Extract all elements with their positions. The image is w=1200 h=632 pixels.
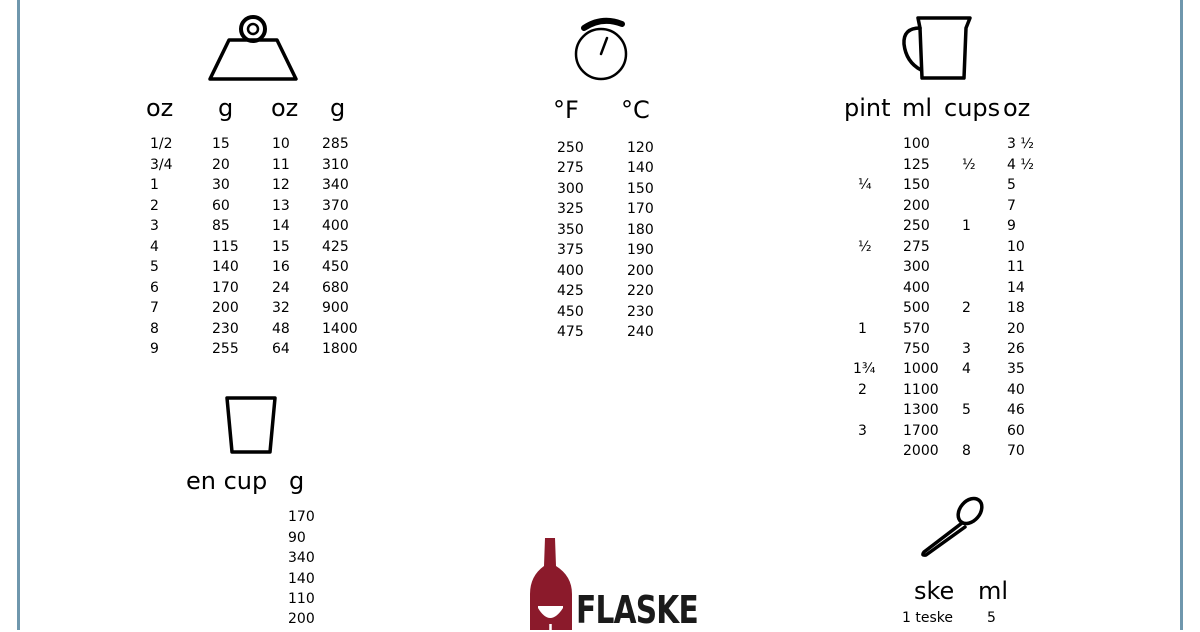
ml-cell: 1000 <box>903 361 939 377</box>
oz-cell: 7 <box>1007 198 1016 214</box>
weight-header-g-1: g <box>218 94 234 122</box>
ml-cell: 500 <box>903 300 930 316</box>
celsius-cell: 230 <box>627 304 654 320</box>
weight-g-cell: 1400 <box>322 321 358 337</box>
temp-header-celsius: °C <box>621 96 650 124</box>
weight-g-cell: 425 <box>322 239 349 255</box>
grams-cell: 200 <box>288 611 315 627</box>
pint-cell: 3 <box>858 423 867 439</box>
weight-header-g-2: g <box>330 94 346 122</box>
fahrenheit-cell: 400 <box>557 263 584 279</box>
fahrenheit-cell: 425 <box>557 283 584 299</box>
cup-icon <box>224 394 278 456</box>
weight-oz-cell: 4 <box>150 239 159 255</box>
oven-dial-icon <box>570 14 634 84</box>
weight-g-cell: 310 <box>322 157 349 173</box>
spoon-ml-cell: 5 <box>987 610 996 626</box>
weight-g-cell: 115 <box>212 239 239 255</box>
weight-oz-cell: 48 <box>272 321 290 337</box>
pint-cell: 1 <box>858 321 867 337</box>
pint-cell: ½ <box>858 239 872 255</box>
oz-cell: 4 ½ <box>1007 157 1034 173</box>
weight-oz-cell: 16 <box>272 259 290 275</box>
volume-header-cups: cups <box>944 94 1001 122</box>
spoon-header-ske: ske <box>914 577 955 605</box>
weight-g-cell: 680 <box>322 280 349 296</box>
cups-cell: 3 <box>962 341 971 357</box>
weight-oz-cell: 14 <box>272 218 290 234</box>
weight-oz-cell: 9 <box>150 341 159 357</box>
cups-cell: ½ <box>962 157 976 173</box>
weight-g-cell: 450 <box>322 259 349 275</box>
weight-header-oz-1: oz <box>146 94 174 122</box>
weight-header-oz-2: oz <box>271 94 299 122</box>
celsius-cell: 200 <box>627 263 654 279</box>
volume-header-ml: ml <box>902 94 933 122</box>
ml-cell: 1100 <box>903 382 939 398</box>
celsius-cell: 190 <box>627 242 654 258</box>
fahrenheit-cell: 275 <box>557 160 584 176</box>
flaske-logo-text: FLASKE <box>576 588 698 632</box>
celsius-cell: 170 <box>627 201 654 217</box>
oz-cell: 26 <box>1007 341 1025 357</box>
frame-border-left <box>17 0 20 630</box>
cup-header-en-cup: en cup <box>186 467 268 495</box>
weight-g-cell: 1800 <box>322 341 358 357</box>
wine-bottle-icon <box>528 536 574 630</box>
oz-cell: 20 <box>1007 321 1025 337</box>
oz-cell: 10 <box>1007 239 1025 255</box>
weight-oz-cell: 3 <box>150 218 159 234</box>
ml-cell: 275 <box>903 239 930 255</box>
cups-cell: 1 <box>962 218 971 234</box>
oz-cell: 14 <box>1007 280 1025 296</box>
cup-header-g: g <box>289 467 305 495</box>
pint-cell: 2 <box>858 382 867 398</box>
weight-g-cell: 900 <box>322 300 349 316</box>
celsius-cell: 150 <box>627 181 654 197</box>
weight-g-cell: 230 <box>212 321 239 337</box>
spoon-measure-cell: 1 teske <box>902 610 953 626</box>
weight-oz-cell: 7 <box>150 300 159 316</box>
weight-g-cell: 15 <box>212 136 230 152</box>
ml-cell: 400 <box>903 280 930 296</box>
weight-g-cell: 170 <box>212 280 239 296</box>
ml-cell: 125 <box>903 157 930 173</box>
oz-cell: 46 <box>1007 402 1025 418</box>
weight-oz-cell: 6 <box>150 280 159 296</box>
grams-cell: 140 <box>288 571 315 587</box>
measuring-jug-icon <box>900 14 976 82</box>
weight-g-cell: 400 <box>322 218 349 234</box>
weight-g-cell: 340 <box>322 177 349 193</box>
ml-cell: 150 <box>903 177 930 193</box>
oz-cell: 70 <box>1007 443 1025 459</box>
grams-cell: 110 <box>288 591 315 607</box>
weight-oz-cell: 5 <box>150 259 159 275</box>
weight-oz-cell: 11 <box>272 157 290 173</box>
weight-oz-cell: 12 <box>272 177 290 193</box>
weight-oz-cell: 15 <box>272 239 290 255</box>
weight-g-cell: 255 <box>212 341 239 357</box>
oz-cell: 18 <box>1007 300 1025 316</box>
weight-icon <box>205 12 301 84</box>
cups-cell: 8 <box>962 443 971 459</box>
oz-cell: 40 <box>1007 382 1025 398</box>
cups-cell: 4 <box>962 361 971 377</box>
weight-oz-cell: 24 <box>272 280 290 296</box>
ml-cell: 100 <box>903 136 930 152</box>
weight-g-cell: 60 <box>212 198 230 214</box>
weight-g-cell: 20 <box>212 157 230 173</box>
fahrenheit-cell: 250 <box>557 140 584 156</box>
oz-cell: 11 <box>1007 259 1025 275</box>
celsius-cell: 140 <box>627 160 654 176</box>
oz-cell: 60 <box>1007 423 1025 439</box>
weight-oz-cell: 13 <box>272 198 290 214</box>
weight-oz-cell: 8 <box>150 321 159 337</box>
weight-oz-cell: 1/2 <box>150 136 173 152</box>
weight-g-cell: 140 <box>212 259 239 275</box>
weight-oz-cell: 2 <box>150 198 159 214</box>
celsius-cell: 240 <box>627 324 654 340</box>
oz-cell: 3 ½ <box>1007 136 1034 152</box>
weight-g-cell: 30 <box>212 177 230 193</box>
ml-cell: 250 <box>903 218 930 234</box>
volume-header-pint: pint <box>844 94 891 122</box>
spoon-header-ml: ml <box>978 577 1009 605</box>
weight-g-cell: 370 <box>322 198 349 214</box>
weight-oz-cell: 10 <box>272 136 290 152</box>
weight-g-cell: 285 <box>322 136 349 152</box>
fahrenheit-cell: 475 <box>557 324 584 340</box>
fahrenheit-cell: 450 <box>557 304 584 320</box>
celsius-cell: 220 <box>627 283 654 299</box>
oz-cell: 9 <box>1007 218 1016 234</box>
cups-cell: 2 <box>962 300 971 316</box>
ml-cell: 750 <box>903 341 930 357</box>
weight-g-cell: 200 <box>212 300 239 316</box>
weight-oz-cell: 64 <box>272 341 290 357</box>
oz-cell: 5 <box>1007 177 1016 193</box>
grams-cell: 170 <box>288 509 315 525</box>
fahrenheit-cell: 350 <box>557 222 584 238</box>
ml-cell: 300 <box>903 259 930 275</box>
ml-cell: 2000 <box>903 443 939 459</box>
weight-oz-cell: 3/4 <box>150 157 173 173</box>
pint-cell: 1¾ <box>853 361 876 377</box>
fahrenheit-cell: 325 <box>557 201 584 217</box>
temp-header-fahrenheit: °F <box>553 96 579 124</box>
fahrenheit-cell: 300 <box>557 181 584 197</box>
ml-cell: 200 <box>903 198 930 214</box>
spoon-icon <box>918 494 988 560</box>
fahrenheit-cell: 375 <box>557 242 584 258</box>
frame-border-right <box>1180 0 1183 630</box>
celsius-cell: 180 <box>627 222 654 238</box>
weight-oz-cell: 1 <box>150 177 159 193</box>
ml-cell: 570 <box>903 321 930 337</box>
oz-cell: 35 <box>1007 361 1025 377</box>
weight-g-cell: 85 <box>212 218 230 234</box>
grams-cell: 340 <box>288 550 315 566</box>
ml-cell: 1300 <box>903 402 939 418</box>
celsius-cell: 120 <box>627 140 654 156</box>
cups-cell: 5 <box>962 402 971 418</box>
ml-cell: 1700 <box>903 423 939 439</box>
pint-cell: ¼ <box>858 177 872 193</box>
weight-oz-cell: 32 <box>272 300 290 316</box>
volume-header-oz: oz <box>1003 94 1031 122</box>
grams-cell: 90 <box>288 530 306 546</box>
